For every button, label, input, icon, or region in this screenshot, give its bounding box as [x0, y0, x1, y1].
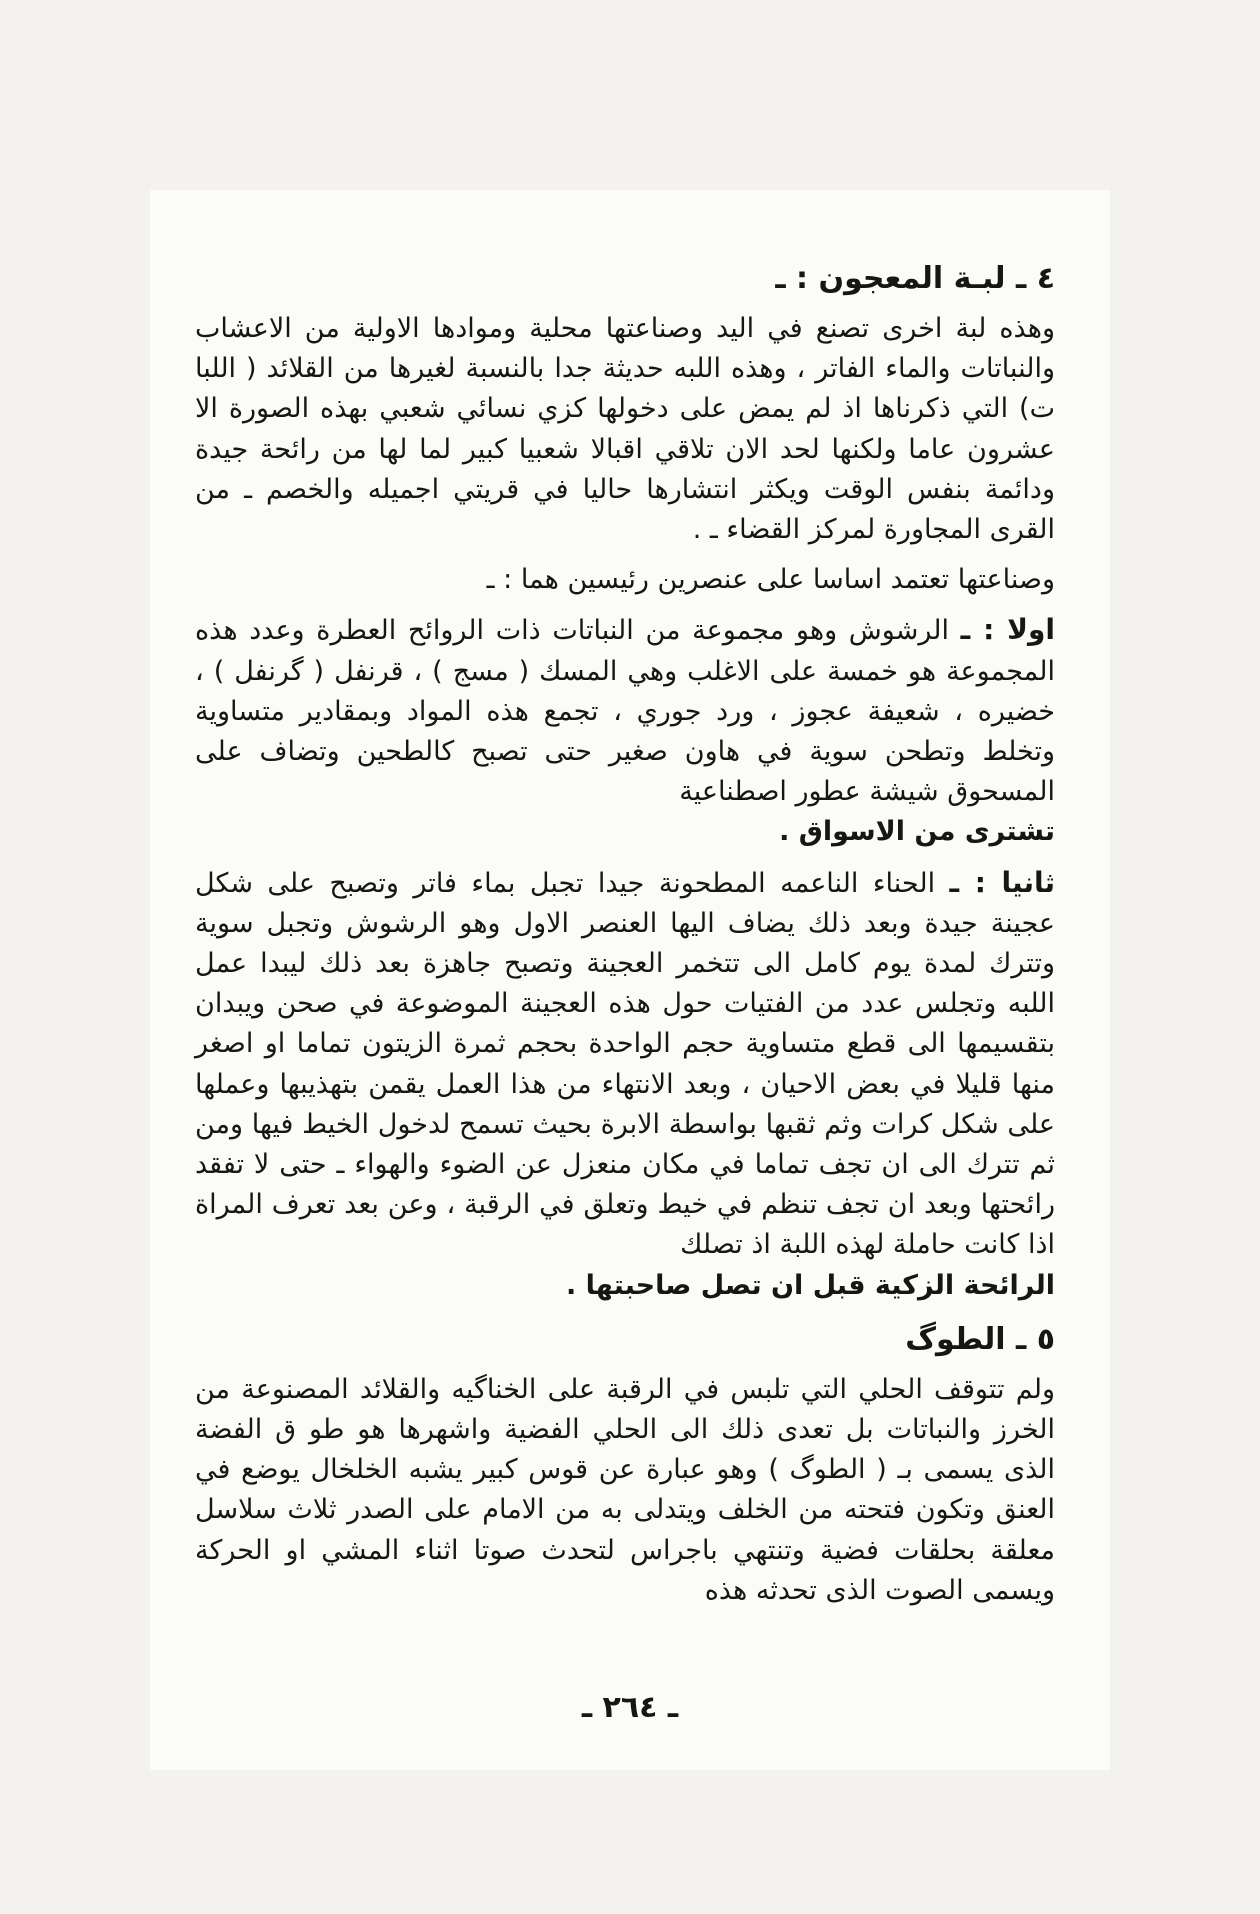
section-5-heading: ٥ ـ الطوگ: [905, 1321, 1055, 1357]
components-paragraph: وصناعتها تعتمد اساسا على عنصرين رئيسين هما : ـ: [486, 564, 1055, 596]
first-component-end: تشترى من الاسواق .: [779, 816, 1055, 848]
second-component-text: الحناء الناعمه المطحونة جيدا تجبل بماء فاتر وتصبح على شكل عجينة جيدة وبعد ذلك يضاف اليها العنصر الاول وهو الرشوش وتجبل سوية وتترك لمدة يوم كامل الى تتخمر العجينة وتصبح جاهزة بعد ذلك ليبدا عمل اللبه وتجلس عدد من الفتيات حول هذه العجينة الموضوعة في صحن ويبدان بتقسيمها الى قطع متساوية حجم الواحدة بحجم ثمرة الزيتون تماما او اصغر منها قليلا في بعض الاحيان ، وبعد الانتهاء من هذا العمل يقمن بتهذيبها وعملها على شكل كرات وثم ثقبها بواسطة الابرة بحيث تسمح لدخول الخيط فيها ومن ثم تترك الى ان تجف تماما في مكان منعزل عن الضوء والهواء ـ حتى لا تفقد رائحتها وبعد ان تجف تنظم في خيط وتعلق في الرقبة ، وعن بعد تعرف المراة اذا كانت حاملة لهذه اللبة اذ تصلك: [195, 867, 1055, 1261]
second-component-end: الرائحة الزكية قبل ان تصل صاحبتها .: [566, 1269, 1055, 1301]
second-component-paragraph: [195, 863, 1055, 1306]
second-component-label: ثانيا : ـ: [949, 865, 1055, 899]
section-4-heading: ٤ ـ لبـة المعجون : ـ: [775, 261, 1055, 296]
first-component-paragraph: [195, 610, 1055, 852]
first-component-text: الرشوش وهو مجموعة من النباتات ذات الروائح العطرة وعدد هذه المجموعة هو خمسة على الاغلب وهي المسك ( مسج ) ، قرنفل ( گرنفل ) ، خضيره ، شعيفة عجوز ، ورد جوري ، تجمع هذه المواد وبمقادير متساوية وتخلط وتطحن سوية في هاون صغير حتى تصبح كالطحين وتضاف على المسحوق شيشة عطور اصطناعية: [195, 615, 1055, 808]
document-body: [195, 255, 1055, 1621]
page-number: ـ ٢٦٤ ـ: [581, 1690, 679, 1725]
section-4-intro-paragraph: وهذه لبة اخرى تصنع في اليد وصناعتها محلية وموادها الاولية من الاعشاب والنباتات والماء الفاتر ، وهذه اللبه حديثة جدا بالنسبة لغيرها من القلائد ( اللبا ت) التي ذكرناها اذ لم يمض على دخولها كزي نسائي شعبي بهذه الصورة الا عشرون عاما ولكنها لحد الان تلاقي اقبالا شعبيا كبير لما لها من رائحة جيدة ودائمة بنفس الوقت ويكثر انتشارها حاليا في قريتي اجميله والخصم ـ من القرى المجاورة لمركز القضاء ـ .: [195, 313, 1055, 546]
section-5-paragraph: ولم تتوقف الحلي التي تلبس في الرقبة على الخناگيه والقلائد المصنوعة من الخرز والنباتات بل تعدى ذلك الى الحلي الفضية واشهرها هو طو ق الفضة الذى يسمى بـ ( الطوگ ) وهو عبارة عن قوس كبير يشبه الخلخال يوضع في العنق وتكون فتحته من الخلف ويتدلى به من الامام على الصدر ثلاث سلاسل معلقة بحلقات فضية وتنتهي باجراس لتحدث صوتا اثناء المشي او الحركة ويسمى الصوت الذى تحدثه هذه: [195, 1373, 1055, 1606]
first-component-label: اولا : ـ: [960, 613, 1056, 647]
